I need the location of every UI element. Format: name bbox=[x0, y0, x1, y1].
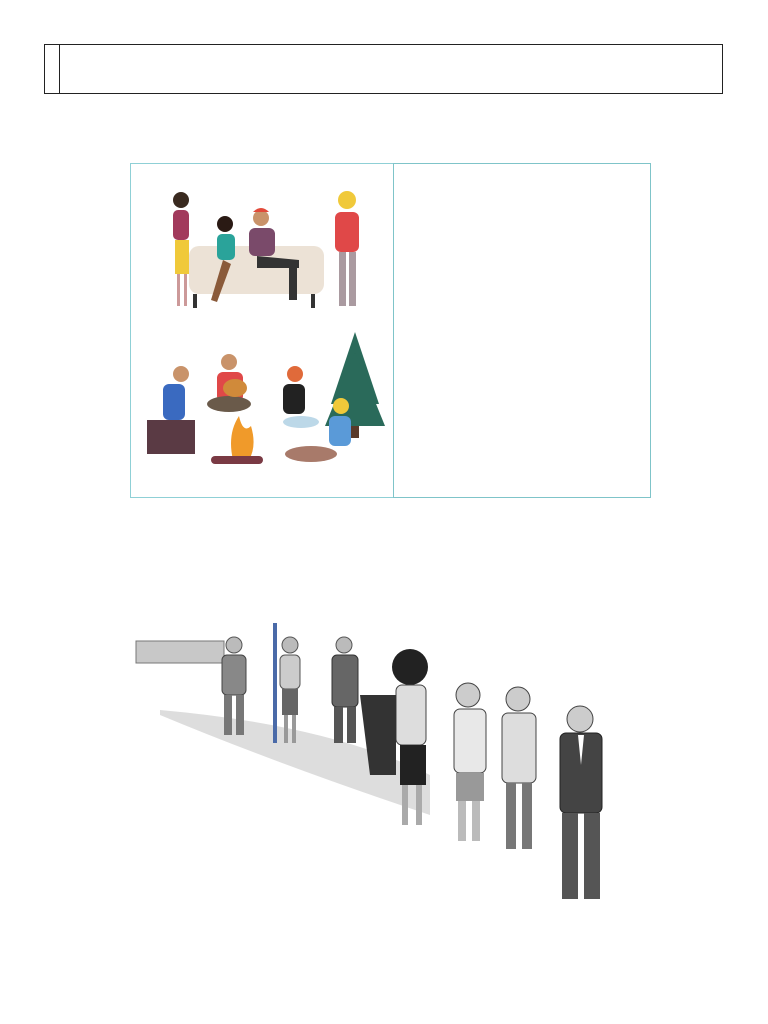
people-illustration bbox=[131, 164, 393, 497]
header-left-bar bbox=[44, 45, 60, 93]
matching-picture bbox=[130, 163, 394, 498]
bus-stop-drawing bbox=[130, 615, 650, 915]
description-table bbox=[393, 163, 651, 498]
header-box bbox=[44, 44, 723, 94]
bus-stop-illustration bbox=[130, 615, 650, 915]
